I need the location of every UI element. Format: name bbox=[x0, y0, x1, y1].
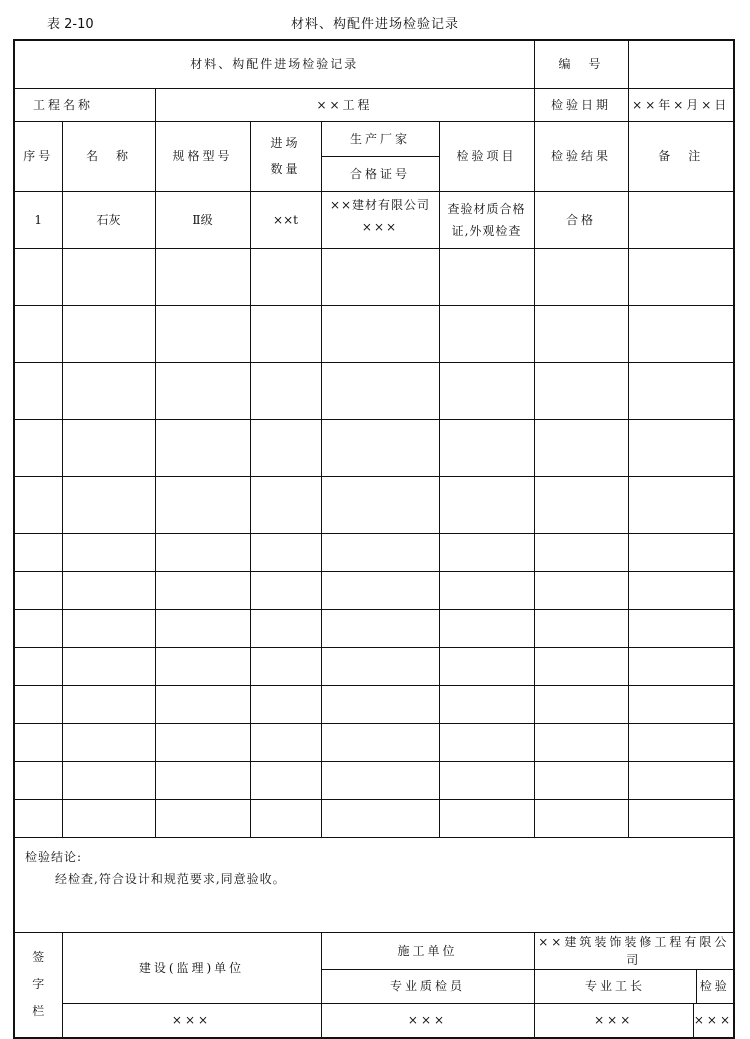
cell-maker: ××建材有限公司 bbox=[329, 197, 431, 212]
conclusion-text: 经检查,符合设计和规范要求,同意验收。 bbox=[55, 871, 286, 886]
signature-side-char-2: 字 bbox=[32, 977, 45, 991]
table-row bbox=[14, 248, 734, 305]
owner-signature: ××× bbox=[62, 1003, 321, 1038]
title-row bbox=[14, 40, 734, 88]
empty-cell bbox=[62, 609, 155, 647]
conclusion-row bbox=[14, 837, 734, 932]
table-row bbox=[14, 685, 734, 723]
empty-cell bbox=[155, 685, 250, 723]
table-row bbox=[14, 362, 734, 419]
empty-cell bbox=[250, 799, 321, 837]
empty-cell bbox=[439, 476, 534, 533]
empty-cell bbox=[439, 609, 534, 647]
signature-side-char-3: 栏 bbox=[32, 1004, 45, 1018]
empty-cell bbox=[628, 305, 734, 362]
inspector-signature: ××× bbox=[693, 1012, 734, 1027]
col-name: 名 称 bbox=[62, 121, 155, 191]
empty-cell bbox=[534, 305, 628, 362]
signature-split bbox=[534, 1003, 734, 1038]
signature-side-label bbox=[14, 932, 62, 1038]
empty-cell bbox=[321, 362, 439, 419]
owner-unit-label: 建设(监理)单位 bbox=[62, 932, 321, 1003]
empty-cell bbox=[321, 419, 439, 476]
empty-cell bbox=[62, 647, 155, 685]
empty-cell bbox=[14, 419, 62, 476]
quality-inspector-signature: ××× bbox=[321, 1003, 534, 1038]
cell-qty: ××t bbox=[250, 191, 321, 248]
empty-cell bbox=[250, 723, 321, 761]
col-maker: 生产厂家 bbox=[321, 121, 439, 156]
empty-cell bbox=[62, 419, 155, 476]
col-result: 检验结果 bbox=[534, 121, 628, 191]
col-item: 检验项目 bbox=[439, 121, 534, 191]
empty-cell bbox=[14, 571, 62, 609]
empty-cell bbox=[62, 248, 155, 305]
empty-cell bbox=[321, 533, 439, 571]
empty-cell bbox=[62, 685, 155, 723]
empty-cell bbox=[14, 799, 62, 837]
conclusion-cell bbox=[14, 837, 734, 932]
empty-cell bbox=[534, 248, 628, 305]
empty-cell bbox=[321, 761, 439, 799]
col-qty-line2: 数量 bbox=[270, 162, 301, 176]
empty-cell bbox=[62, 723, 155, 761]
empty-cell bbox=[534, 723, 628, 761]
empty-cell bbox=[14, 362, 62, 419]
table-row bbox=[14, 419, 734, 476]
empty-cell bbox=[628, 799, 734, 837]
empty-cell bbox=[155, 305, 250, 362]
signature-row-3 bbox=[14, 1003, 734, 1038]
cell-item-line1: 查验材质合格 bbox=[447, 201, 526, 216]
empty-cell bbox=[628, 609, 734, 647]
table-row bbox=[14, 533, 734, 571]
empty-cell bbox=[321, 476, 439, 533]
col-spec: 规格型号 bbox=[155, 121, 250, 191]
table-row bbox=[14, 723, 734, 761]
empty-cell bbox=[14, 723, 62, 761]
empty-cell bbox=[321, 723, 439, 761]
empty-cell bbox=[628, 476, 734, 533]
empty-cell bbox=[250, 647, 321, 685]
empty-cell bbox=[439, 362, 534, 419]
empty-cell bbox=[14, 248, 62, 305]
form-title: 材料、构配件进场检验记录 bbox=[14, 40, 534, 88]
empty-cell bbox=[155, 647, 250, 685]
table-row bbox=[14, 799, 734, 837]
col-cert: 合格证号 bbox=[321, 156, 439, 191]
empty-cell bbox=[250, 305, 321, 362]
empty-cell bbox=[439, 761, 534, 799]
construction-unit-label: 施工单位 bbox=[321, 932, 534, 969]
table-row bbox=[14, 609, 734, 647]
empty-cell bbox=[534, 533, 628, 571]
empty-cell bbox=[439, 305, 534, 362]
empty-cell bbox=[62, 533, 155, 571]
table-row bbox=[14, 305, 734, 362]
signature-row-1 bbox=[14, 932, 734, 969]
empty-cell bbox=[628, 761, 734, 799]
col-qty bbox=[250, 121, 321, 191]
empty-cell bbox=[534, 571, 628, 609]
table-row bbox=[14, 761, 734, 799]
empty-cell bbox=[439, 799, 534, 837]
quality-inspector-label: 专业质检员 bbox=[321, 969, 534, 1003]
table-row bbox=[14, 647, 734, 685]
foreman-signature: ××× bbox=[535, 1004, 694, 1037]
empty-cell bbox=[155, 723, 250, 761]
empty-cell bbox=[321, 248, 439, 305]
cell-maker-cert bbox=[321, 191, 439, 248]
empty-cell bbox=[534, 419, 628, 476]
empty-cell bbox=[534, 476, 628, 533]
empty-cell bbox=[250, 685, 321, 723]
empty-cell bbox=[62, 362, 155, 419]
empty-cell bbox=[155, 799, 250, 837]
empty-cell bbox=[534, 609, 628, 647]
cell-item bbox=[439, 191, 534, 248]
table-row bbox=[14, 571, 734, 609]
empty-cell bbox=[321, 685, 439, 723]
empty-cell bbox=[439, 419, 534, 476]
number-label: 编 号 bbox=[534, 40, 628, 88]
cell-seq: 1 bbox=[14, 191, 62, 248]
empty-cell bbox=[155, 248, 250, 305]
empty-cell bbox=[534, 799, 628, 837]
table-number: 表 2-10 bbox=[47, 17, 94, 32]
empty-cell bbox=[250, 761, 321, 799]
empty-cell bbox=[14, 647, 62, 685]
empty-cell bbox=[628, 533, 734, 571]
empty-cell bbox=[155, 761, 250, 799]
empty-cell bbox=[439, 248, 534, 305]
empty-cell bbox=[439, 533, 534, 571]
foreman-label: 专业工长 bbox=[535, 970, 697, 1003]
empty-cell bbox=[250, 419, 321, 476]
col-qty-line1: 进场 bbox=[270, 136, 301, 150]
running-title: 材料、构配件进场检验记录 bbox=[290, 17, 459, 32]
col-remark: 备 注 bbox=[628, 121, 734, 191]
empty-cell bbox=[62, 571, 155, 609]
empty-cell bbox=[628, 647, 734, 685]
empty-cell bbox=[321, 609, 439, 647]
number-value bbox=[628, 40, 734, 88]
empty-cell bbox=[62, 476, 155, 533]
table-row bbox=[14, 191, 734, 248]
inspect-date-label: 检验日期 bbox=[534, 88, 628, 121]
column-header-row-1 bbox=[14, 121, 734, 156]
empty-cell bbox=[534, 362, 628, 419]
inspector-label: 检验 bbox=[699, 978, 730, 993]
empty-cell bbox=[534, 761, 628, 799]
empty-cell bbox=[155, 571, 250, 609]
cell-spec: Ⅱ级 bbox=[155, 191, 250, 248]
empty-cell bbox=[628, 571, 734, 609]
empty-cell bbox=[321, 647, 439, 685]
cell-remark bbox=[628, 191, 734, 248]
empty-cell bbox=[439, 723, 534, 761]
empty-cell bbox=[439, 647, 534, 685]
conclusion-label: 检验结论: bbox=[25, 849, 83, 864]
inspection-record-table bbox=[13, 39, 735, 1039]
empty-cell bbox=[62, 305, 155, 362]
empty-cell bbox=[155, 533, 250, 571]
empty-cell bbox=[250, 248, 321, 305]
empty-cell bbox=[534, 685, 628, 723]
empty-cell bbox=[321, 799, 439, 837]
cell-name: 石灰 bbox=[62, 191, 155, 248]
empty-cell bbox=[250, 609, 321, 647]
empty-cell bbox=[628, 248, 734, 305]
empty-cell bbox=[439, 685, 534, 723]
empty-cell bbox=[155, 609, 250, 647]
empty-cell bbox=[628, 685, 734, 723]
empty-cell bbox=[628, 723, 734, 761]
role-split bbox=[534, 969, 734, 1003]
empty-cell bbox=[62, 761, 155, 799]
empty-cell bbox=[14, 533, 62, 571]
empty-cell bbox=[155, 362, 250, 419]
empty-cell bbox=[534, 647, 628, 685]
cell-cert: ××× bbox=[361, 219, 399, 234]
empty-cell bbox=[628, 419, 734, 476]
empty-cell bbox=[14, 685, 62, 723]
empty-cell bbox=[439, 571, 534, 609]
inspect-date-value: ××年×月×日 bbox=[628, 88, 734, 121]
cell-result: 合格 bbox=[534, 191, 628, 248]
empty-cell bbox=[250, 571, 321, 609]
empty-cell bbox=[250, 476, 321, 533]
construction-unit-value: ××建筑装饰装修工程有限公司 bbox=[534, 932, 734, 969]
col-seq: 序号 bbox=[14, 121, 62, 191]
empty-cell bbox=[321, 571, 439, 609]
project-row bbox=[14, 88, 734, 121]
table-row bbox=[14, 476, 734, 533]
project-name-value: ××工程 bbox=[155, 88, 534, 121]
project-name-label: 工程名称 bbox=[14, 88, 155, 121]
empty-cell bbox=[250, 362, 321, 419]
empty-cell bbox=[250, 533, 321, 571]
empty-cell bbox=[321, 305, 439, 362]
empty-cell bbox=[14, 476, 62, 533]
signature-side-char-1: 签 bbox=[32, 950, 45, 964]
empty-cell bbox=[14, 305, 62, 362]
empty-cell bbox=[14, 761, 62, 799]
empty-cell bbox=[628, 362, 734, 419]
empty-cell bbox=[155, 476, 250, 533]
empty-cell bbox=[155, 419, 250, 476]
empty-cell bbox=[62, 799, 155, 837]
cell-item-line2: 证,外观检查 bbox=[451, 223, 522, 238]
empty-cell bbox=[14, 609, 62, 647]
